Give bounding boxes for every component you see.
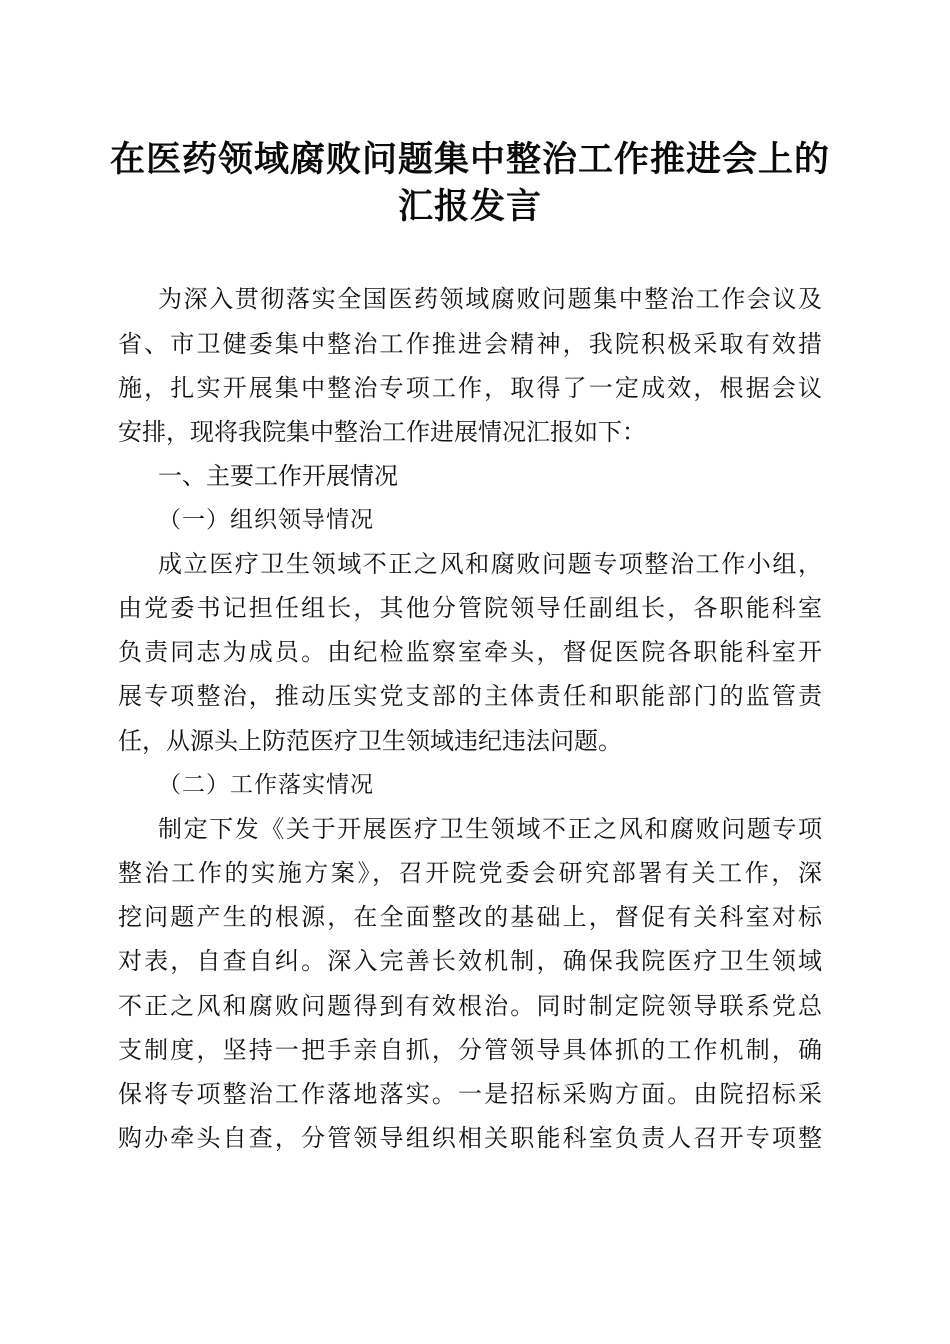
paragraph-line: 购办牵头自查，分管领导组织相关职能科室负责人召开专项整 bbox=[118, 1124, 822, 1152]
paragraph-line: 挖问题产生的根源，在全面整改的基础上，督促有关科室对标 bbox=[118, 903, 822, 931]
paragraph-line: 展专项整治，推动压实党支部的主体责任和职能部门的监管责 bbox=[118, 682, 822, 710]
paragraph-line: 负责同志为成员。由纪检监察室牵头，督促医院各职能科室开 bbox=[118, 638, 822, 666]
paragraph-line: 任，从源头上防范医疗卫生领域违纪违法问题。 bbox=[118, 727, 622, 755]
paragraph-line: 不正之风和腐败问题得到有效根治。同时制定院领导联系党总 bbox=[118, 992, 822, 1020]
paragraph-line: 制定下发《关于开展医疗卫生领域不正之风和腐败问题专项 bbox=[158, 815, 822, 843]
intro-line: 安排，现将我院集中整治工作进展情况汇报如下： bbox=[118, 418, 646, 446]
paragraph-line: 对表，自查自纠。深入完善长效机制，确保我院医疗卫生领域 bbox=[118, 947, 822, 975]
document-title-line-1: 在医药领域腐败问题集中整治工作推进会上的 bbox=[109, 140, 830, 180]
subsection-heading: （一）组织领导情况 bbox=[158, 507, 374, 533]
paragraph-line: 由党委书记担任组长，其他分管院领导任副组长，各职能科室 bbox=[118, 594, 822, 622]
paragraph-line: 整治工作的实施方案》，召开院党委会研究部署有关工作，深 bbox=[118, 859, 822, 887]
intro-line: 省、市卫健委集中整治工作推进会精神，我院积极采取有效措 bbox=[118, 330, 822, 358]
section-heading: 一、主要工作开展情况 bbox=[158, 462, 398, 490]
intro-line: 施，扎实开展集中整治专项工作，取得了一定成效，根据会议 bbox=[118, 374, 822, 402]
paragraph-line: 成立医疗卫生领域不正之风和腐败问题专项整治工作小组， bbox=[158, 550, 822, 578]
paragraph-line: 保将专项整治工作落地落实。一是招标采购方面。由院招标采 bbox=[118, 1080, 822, 1108]
subsection-heading: （二）工作落实情况 bbox=[158, 772, 374, 798]
paragraph-line: 支制度，坚持一把手亲自抓，分管领导具体抓的工作机制，确 bbox=[118, 1036, 822, 1064]
intro-line: 为深入贯彻落实全国医药领域腐败问题集中整治工作会议及 bbox=[158, 285, 822, 313]
document-title-line-2: 汇报发言 bbox=[397, 187, 542, 227]
